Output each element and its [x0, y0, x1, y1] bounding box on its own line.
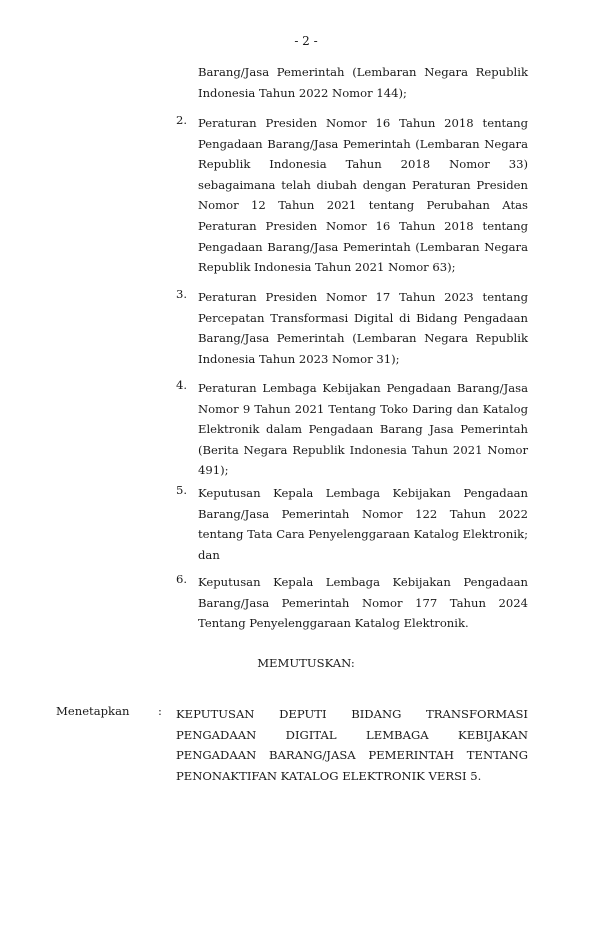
establish-text: KEPUTUSAN DEPUTI BIDANG TRANSFORMASI PENGADAAN DIGITAL LEMBAGA KEBIJAKAN PENGADAAN BARANG/JASA PEMERINTAH TENTANG PENONAKTIFAN KATALOG ELEKTRONIK VERSI 5.: [176, 707, 528, 783]
establish-colon: :: [158, 704, 162, 718]
list-item-number: 6.: [176, 572, 188, 586]
list-item-number: 2.: [176, 113, 188, 127]
list-item-number: 4.: [176, 378, 188, 392]
list-item-text: Peraturan Presiden Nomor 16 Tahun 2018 tentang Pengadaan Barang/Jasa Pemerintah (Lembaran Negara Republik Indonesia Tahun 2018 Nomor 33) sebagaimana telah diubah dengan Peraturan Presiden Nomor 12 Tahun 2021 tentang Perubahan Atas Peraturan Presiden Nomor 16 Tahun 2018 tentang Pengadaan Barang/Jasa Pemerintah (Lembaran Negara Republik Indonesia Tahun 2021 Nomor 63);: [198, 116, 528, 275]
list-item-text: Keputusan Kepala Lembaga Kebijakan Pengadaan Barang/Jasa Pemerintah Nomor 177 Tahun 2024 Tentang Penyelenggaraan Katalog Elektronik.: [198, 575, 528, 631]
list-item-number: 3.: [176, 287, 188, 301]
list-item-5: [176, 483, 528, 565]
list-item-number: 5.: [176, 483, 188, 497]
decision-heading: MEMUTUSKAN:: [257, 656, 355, 670]
establish-label: Menetapkan: [56, 704, 130, 718]
list-item-4: [176, 378, 528, 481]
list-item-text: Peraturan Lembaga Kebijakan Pengadaan Barang/Jasa Nomor 9 Tahun 2021 Tentang Toko Daring dan Katalog Elektronik dalam Pengadaan Barang Jasa Pemerintah (Berita Negara Republik Indonesia Tahun 2021 Nomor 491);: [198, 381, 528, 478]
list-item-text: Keputusan Kepala Lembaga Kebijakan Pengadaan Barang/Jasa Pemerintah Nomor 122 Tahun 2022 tentang Tata Cara Penyelenggaraan Katalog Elektronik; dan: [198, 486, 528, 562]
page-number: - 2 -: [294, 34, 318, 48]
list-item-continuation: Barang/Jasa Pemerintah (Lembaran Negara Republik Indonesia Tahun 2022 Nomor 144);: [198, 65, 528, 100]
list-item-2: [176, 113, 528, 278]
list-item-3: [176, 287, 528, 369]
list-item-text: Peraturan Presiden Nomor 17 Tahun 2023 tentang Percepatan Transformasi Digital di Bidang Pengadaan Barang/Jasa Pemerintah (Lembaran Negara Republik Indonesia Tahun 2023 Nomor 31);: [198, 290, 528, 366]
list-item-6: [176, 572, 528, 634]
